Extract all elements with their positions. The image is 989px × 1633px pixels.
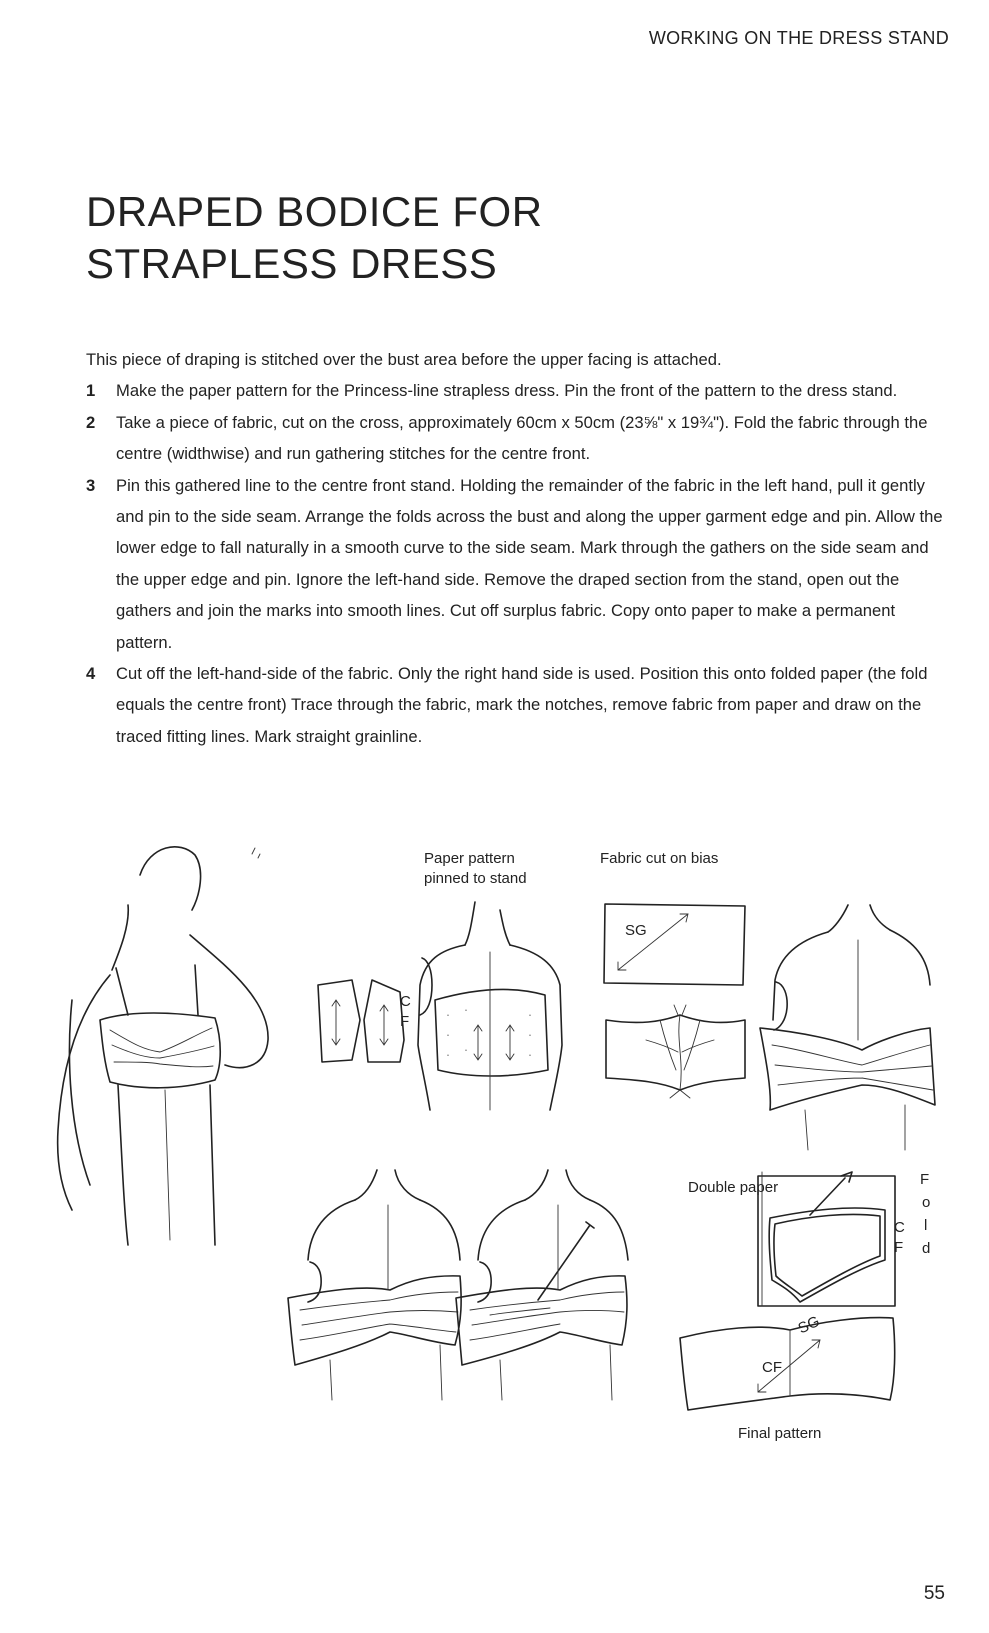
label-sg-1: SG <box>625 922 647 939</box>
fashion-figure-drawing <box>58 847 268 1245</box>
double-paper-tracing <box>688 1171 930 1306</box>
label-cf-c-2: C <box>894 1219 905 1236</box>
label-final-pattern: Final pattern <box>738 1425 822 1442</box>
step-number: 4 <box>86 664 96 684</box>
cf-label-c: C <box>400 993 411 1010</box>
page-number: 55 <box>923 1583 945 1604</box>
label-paper-pattern-line2: pinned to stand <box>424 870 527 887</box>
stand-draped-bottom-1 <box>288 1170 461 1400</box>
step-number: 3 <box>86 475 96 495</box>
intro-paragraph: This piece of draping is stitched over the bust area before the upper facing is attached. <box>86 350 722 369</box>
title-line-1: DRAPED BODICE FOR <box>86 188 543 235</box>
label-sg-final: SG <box>795 1312 823 1338</box>
title-line-2: STRAPLESS DRESS <box>86 240 498 287</box>
stand-draped-bottom-2-with-pencil <box>456 1170 628 1400</box>
step-text: Cut off the left-hand-side of the fabric. Only the right hand side is used. Position this onto folded paper (the fold equals the centre front) Trace through the fabric, mark the notches, remove fabric from paper and draw on the traced fitting lines. Mark straight grainline. <box>116 664 928 746</box>
bias-fabric-pieces <box>600 850 745 1098</box>
step-text: Take a piece of fabric, cut on the cross, approximately 60cm x 50cm (23⅝" x 19¾"). Fold the fabric through the centre (widthwise) and run gathering stitches for the centre front. <box>116 412 928 464</box>
stand-draped-top-right <box>760 905 935 1150</box>
step-text: Make the paper pattern for the Princess-line strapless dress. Pin the front of the pattern to the dress stand. <box>116 381 898 401</box>
final-pattern-drawing <box>680 1313 895 1442</box>
step-number: 2 <box>86 412 96 432</box>
step-text: Pin this gathered line to the centre front stand. Holding the remainder of the fabric in the left hand, pull it gently and pin to the side seam. Arrange the folds across the bust and along the upper garment edge and pin. Allow the lower edge to fall naturally in a smooth curve to the side seam. Mark through the gathers on the side seam and the upper edge and pin. Ignore the left-hand side. Remove the draped section from the stand, open out the gathers and join the marks into smooth lines. Cut off surplus fabric. Copy onto paper to make a permanent pattern. <box>116 475 943 652</box>
step-number: 1 <box>86 381 96 401</box>
label-fabric-bias: Fabric cut on bias <box>600 850 719 867</box>
dress-stand-with-pattern <box>418 850 562 1110</box>
label-fold-f: F <box>920 1171 930 1188</box>
label-fold-d: d <box>922 1240 931 1257</box>
cf-label-f: F <box>400 1013 410 1030</box>
label-cf-f-2: F <box>894 1239 904 1256</box>
label-double-paper: Double paper <box>688 1179 779 1196</box>
label-cf-final: CF <box>762 1359 782 1376</box>
paper-pattern-pieces <box>318 980 411 1062</box>
label-paper-pattern-line1: Paper pattern <box>424 850 515 867</box>
label-fold-o: o <box>922 1194 931 1211</box>
running-head: WORKING ON THE DRESS STAND <box>648 28 949 48</box>
label-fold-l: l <box>924 1217 928 1234</box>
